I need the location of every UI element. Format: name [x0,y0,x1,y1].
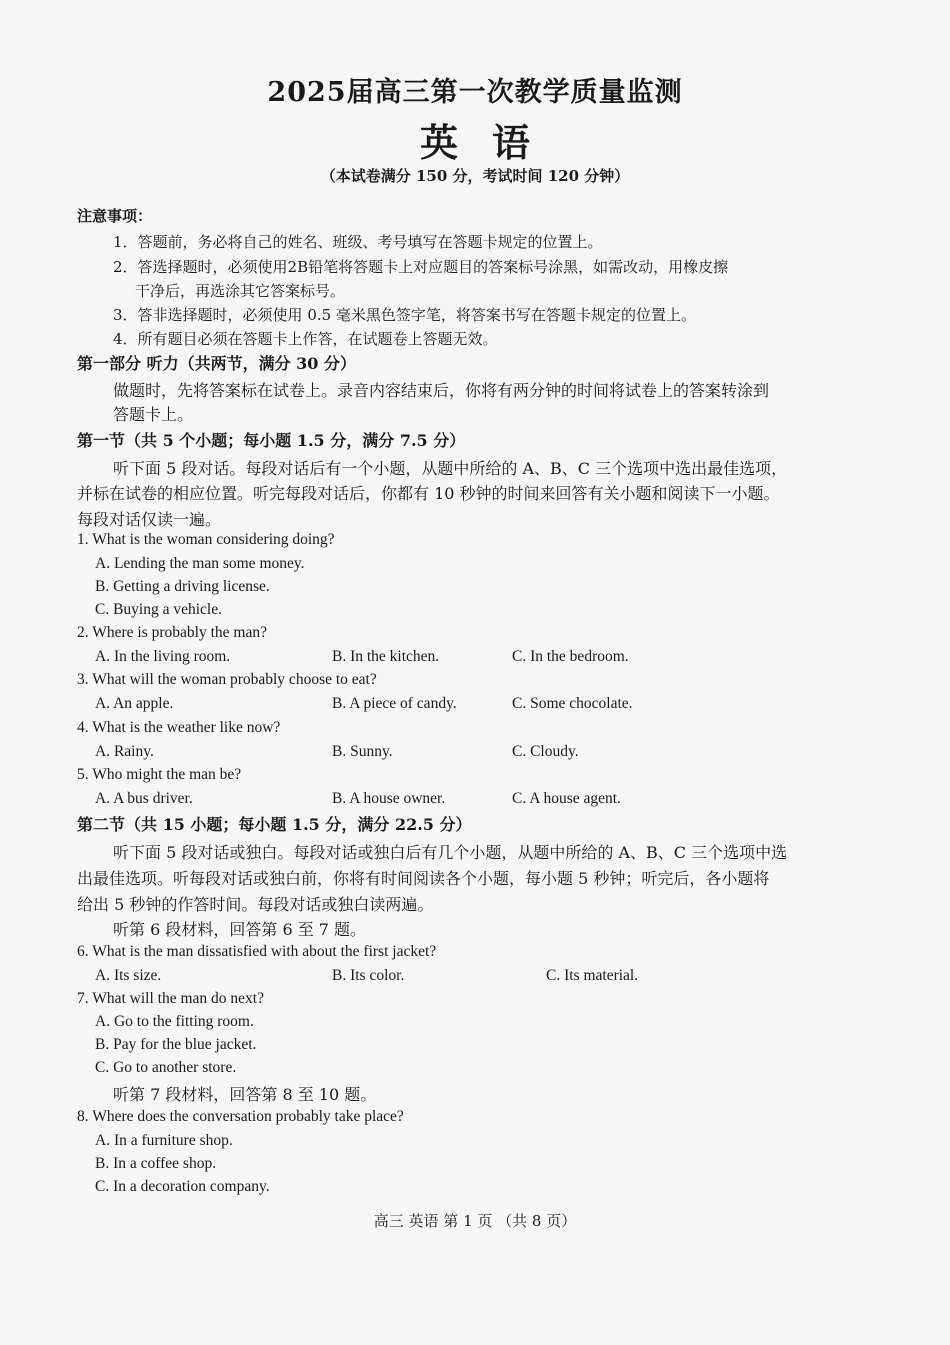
option-c: C. Buying a vehicle. [95,601,222,618]
note-item: 2．答选择题时，必须使用2B铅笔将答题卡上对应题目的答案标号涂黑，如需改动，用橡皮擦 [113,258,729,276]
option-c: C. Cloudy. [512,743,579,760]
material-6-note: 听第 6 段材料，回答第 6 至 7 题。 [113,920,367,939]
note-item: 干净后，再选涂其它答案标号。 [135,282,346,300]
section2-intro: 听下面 5 段对话或独白。每段对话或独白后有几个小题，从题中所给的 A、B、C 三个选项中选 [113,843,788,862]
part1-intro: 答题卡上。 [113,405,194,424]
option-b: B. Getting a driving license. [95,578,270,595]
note-item: 1．答题前，务必将自己的姓名、班级、考号填写在答题卡规定的位置上。 [113,233,603,251]
part1-heading: 第一部分 听力（共两节，满分 30 分） [77,354,356,373]
notes-heading: 注意事项： [77,207,153,225]
section1-intro: 听下面 5 段对话。每段对话后有一个小题，从题中所给的 A、B、C 三个选项中选出最佳选项， [113,459,788,478]
option-a: A. Lending the man some money. [95,555,305,572]
section2-intro: 给出 5 秒钟的作答时间。每段对话或独白读两遍。 [77,895,434,914]
page-footer: 高三 英语 第 1 页 （共 8 页） [373,1212,577,1230]
option-c: C. In the bedroom. [512,648,629,665]
question-2: 2. Where is probably the man? [77,624,267,641]
option-a: A. An apple. [95,695,174,712]
question-3: 3. What will the woman probably choose to eat? [77,671,377,688]
section2-intro: 出最佳选项。听每段对话或独白前，你将有时间阅读各个小题，每小题 5 秒钟；听完后，各小题将 [77,869,770,888]
option-b: B. Sunny. [332,743,393,760]
option-a: A. A bus driver. [95,790,193,807]
section1-heading: 第一节（共 5 个小题；每小题 1.5 分，满分 7.5 分） [77,431,466,450]
option-b: B. In the kitchen. [332,648,440,665]
exam-meta: （本试卷满分 150 分，考试时间 120 分钟） [320,167,630,185]
section1-intro: 并标在试卷的相应位置。听完每段对话后，你都有 10 秒钟的时间来回答有关小题和阅读下一小题。 [77,484,780,503]
section2-heading: 第二节（共 15 小题；每小题 1.5 分，满分 22.5 分） [77,815,472,834]
option-b: B. A house owner. [332,790,446,807]
option-a: A. In the living room. [95,648,231,665]
option-c: C. A house agent. [512,790,621,807]
question-6: 6. What is the man dissatisfied with about the first jacket? [77,943,437,960]
material-7-note: 听第 7 段材料，回答第 8 至 10 题。 [113,1085,377,1104]
note-item: 3．答非选择题时，必须使用 0.5 毫米黑色签字笔，将答案书写在答题卡规定的位置上。 [113,306,696,324]
part1-intro: 做题时，先将答案标在试卷上。录音内容结束后，你将有两分钟的时间将试卷上的答案转涂到 [113,381,770,400]
option-b: B. A piece of candy. [332,695,457,712]
option-b: B. In a coffee shop. [95,1155,217,1172]
question-1: 1. What is the woman considering doing? [77,531,335,548]
question-4: 4. What is the weather like now? [77,719,281,736]
option-b: B. Pay for the blue jacket. [95,1036,257,1053]
exam-title: 2025届高三第一次教学质量监测 [267,77,683,108]
question-7: 7. What will the man do next? [77,990,264,1007]
option-a: A. In a furniture shop. [95,1132,233,1149]
option-a: A. Go to the fitting room. [95,1013,254,1030]
question-8: 8. Where does the conversation probably take place? [77,1108,404,1125]
option-c: C. Some chocolate. [512,695,633,712]
section1-intro: 每段对话仅读一遍。 [77,510,222,529]
option-a: A. Its size. [95,967,162,984]
question-5: 5. Who might the man be? [77,766,242,783]
option-c: C. Go to another store. [95,1059,237,1076]
option-c: C. In a decoration company. [95,1178,270,1195]
option-a: A. Rainy. [95,743,154,760]
option-c: C. Its material. [546,967,639,984]
option-b: B. Its color. [332,967,405,984]
subject-title: 英语 [419,120,564,165]
note-item: 4．所有题目必须在答题卡上作答，在试题卷上答题无效。 [113,330,498,348]
